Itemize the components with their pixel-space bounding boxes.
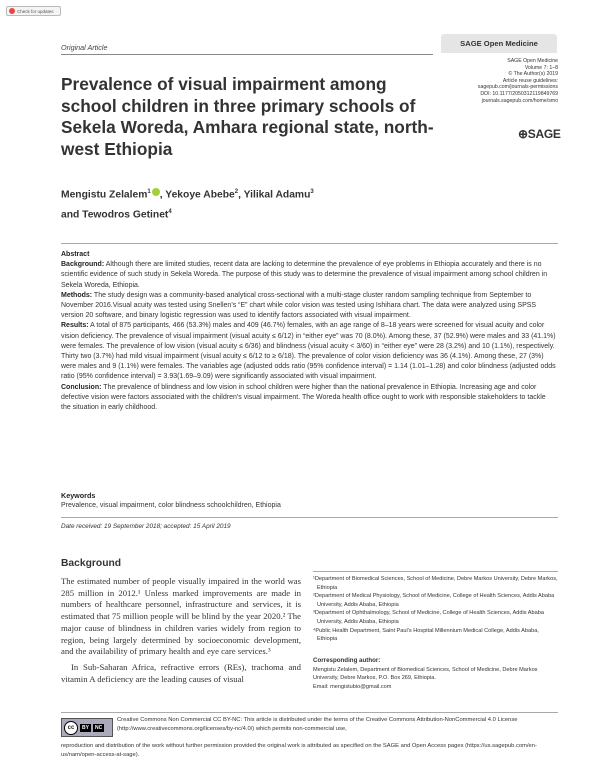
meta-copyright: © The Author(s) 2019: [508, 71, 558, 78]
dates-rule: [61, 517, 558, 518]
license-text-1: Creative Commons Non Commercial CC BY-NC: This article is distributed under the terms of the Creative Commons Attribution-NonCommercial 4.0 License (http://www.creativecommons.org/licenses/by-nc/4.0/) which permits non-commercial use,: [117, 717, 518, 732]
meta-doi[interactable]: DOI: 10.1177/2050312119849769: [480, 90, 558, 97]
check-updates-label: Check for updates: [17, 8, 54, 14]
meta-volume: Volume 7: 1–8: [524, 64, 558, 71]
check-for-updates-badge[interactable]: [6, 6, 61, 16]
abstract-conclusion: [61, 383, 557, 414]
by-icon: BY: [82, 724, 89, 731]
journal-tab: SAGE Open Medicine: [441, 34, 557, 53]
license-text-2: reproduction and distribution of the work without further permission provided the original work is attributed as specified on the SAGE and Open Access pages (https://us.sagepub.com/en-us/nam/open-access-at-sage).: [61, 743, 537, 758]
results-text: A total of 875 participants, 466 (53.3%) males and 409 (46.7%) females, with an age range of 8–18 years were screened for visual acuity and color vision deficiency. The prevalence of visual impairment (visual acuity ≤ 6/12) in “either eye” was 70 (8.0%). Among these, 37 (52.9%) were males and 33 (41.1%) were females. The prevalence of low vision (visual acuity ≤ 6/36) and blindness (visual acuity < 3/60) in “either eye” were 28 (3.2%) and 10 (1.1%), respectively. Thirty two (3.7%) had mild visual impairment (visual acuity ≤ 6/12 to ≥ 6/18). The prevalence of color vision deficiency was 36 (4.1%). Among these, 27 (3%) were males and 9 (1.1%) were females. The variables age (adjusted odds ratio (95% confidence interval) = 1.14 (1.01–1.28) and color blindness (adjusted odds ratio (95% confidence interval) = 3.93(1.69–9.09) were significantly associated with visual impairment.: [61, 322, 556, 381]
corresponding-email[interactable]: Email: mengistubio@gmail.com: [313, 683, 392, 690]
author-1-affil: 1: [147, 189, 151, 195]
author-list: [61, 184, 391, 224]
sage-logo-text: SAGE: [527, 127, 561, 141]
affiliations-rule: [313, 571, 558, 572]
abstract-heading: Abstract: [61, 251, 90, 258]
corresponding-heading: Corresponding author:: [313, 657, 381, 664]
article-meta: [450, 58, 558, 104]
abstract: [61, 250, 557, 413]
abstract-background: [61, 260, 557, 291]
dates-received: Date received: 19 September 2018; accepted: 15 April 2019: [61, 523, 231, 530]
abstract-rule: [61, 243, 558, 244]
author-3[interactable]: , Yilikal Adamu: [238, 189, 311, 201]
affiliation-2: ²Department of Medical Physiology, School of Medicine, College of Health Sciences, Addis Ababa University, Addis Ababa, Ethiopia: [313, 593, 555, 608]
cc-icon: cc: [64, 721, 78, 735]
author-2[interactable]: , Yekoye Abebe: [159, 189, 235, 201]
corresponding-author: [313, 657, 558, 691]
background-paragraph-2: In Sub-Saharan Africa, refractive errors (REs), trachoma and vitamin A deficiency are the leading causes of visual: [61, 661, 301, 684]
methods-label: Methods:: [61, 291, 93, 299]
header-rule: [61, 54, 433, 55]
cc-license-badge[interactable]: [61, 718, 113, 737]
background-heading: Background: [61, 558, 122, 569]
affiliation-3: ³Department of Ophthalmology, School of Medicine, College of Health Sciences, Addis Ababa University, Addis Ababa, Ethiopia: [313, 610, 544, 625]
author-4-affil: 4: [168, 208, 172, 215]
affiliation-4: ⁴Public Health Department, Saint Paul’s Hospital Millennium Medical College, Addis Ababa, Ethiopia: [313, 627, 539, 643]
orcid-icon[interactable]: [152, 188, 160, 196]
license-rule: [61, 712, 558, 713]
conclusion-label: Conclusion:: [61, 383, 102, 391]
meta-permissions-link[interactable]: sagepub.com/journals-permissions: [477, 84, 558, 91]
article-type: Original Article: [61, 43, 108, 52]
meta-home-link[interactable]: journals.sagepub.com/home/smo: [481, 97, 558, 104]
background-text: Although there are limited studies, recent data are lacking to determine the prevalence of eye problems in Ethiopia accurately and there is no scientific evidence of such study in Sekela Woreda. The purpose of this study was to determine the prevalence of visual impairment among school children in Sekela Woreda, Ethiopia.: [61, 261, 548, 289]
nc-icon: NC: [94, 724, 103, 731]
conclusion-text: The prevalence of blindness and low vision in school children were higher than the national prevalence in Ethiopia. Increasing age and color defective vision were factors associated with the children’s visual impairment. The Woreda health office ought to work with responsible stakeholders to tackle the situation in early childhood.: [61, 383, 546, 412]
corresponding-address: Mengistu Zelalem, Department of Biomedical Sciences, School of Medicine, Debre Markos University, Debre Markos, P.O. Box 269, Ethiopia.: [313, 666, 538, 682]
author-2-affil: 2: [234, 189, 239, 195]
results-label: Results:: [61, 322, 89, 330]
background-label: Background:: [61, 261, 105, 269]
abstract-results: [61, 321, 557, 382]
meta-reuse: Article reuse guidelines:: [502, 77, 558, 84]
abstract-methods: [61, 291, 557, 322]
sage-logo-icon: ⊕: [518, 127, 528, 141]
article-title: Prevalence of visual impairment among school children in three primary schools of Sekela Woreda, Amhara regional state, north-west Ethiopia: [61, 74, 434, 159]
methods-text: The study design was a community-based analytical cross-sectional with a multi-stage cluster random sampling technique from September to November 2016.Visual acuity was tested using Snellen’s “E” chart while color vision was tested using Ishihara chart. The data were analyzed using SPSS version 20 software, and binary logistic regression was used to identify factors associated with visual impairment.: [61, 291, 537, 320]
background-body: [61, 576, 301, 685]
affiliations: [313, 575, 558, 644]
author-3-affil: 3: [310, 189, 314, 195]
sage-logo: [518, 127, 561, 141]
crossmark-icon: [9, 8, 15, 14]
meta-journal: SAGE Open Medicine: [507, 58, 558, 64]
background-paragraph-1: The estimated number of people visually impaired in the world was 285 million in 2012.¹ Unless marked improvements are made in numbers of healthcare personnel, infrastructure and services, it is estimated that 75 million people will be blind by the year 2020.² The major cause of blindness in children varies widely from region to region, being largely determined by socioeconomic development, and the availability of primary health and eye care services.³: [61, 576, 301, 657]
author-4[interactable]: and Tewodros Getinet: [61, 209, 169, 221]
keywords-text: Prevalence, visual impairment, color blindness schoolchildren, Ethiopia: [61, 502, 281, 509]
author-1[interactable]: Mengistu Zelalem: [61, 189, 148, 201]
keywords-heading: Keywords: [61, 491, 96, 500]
affiliation-1: ¹Department of Biomedical Sciences, School of Medicine, Debre Markos University, Debre Markos, Ethiopia: [313, 576, 558, 591]
